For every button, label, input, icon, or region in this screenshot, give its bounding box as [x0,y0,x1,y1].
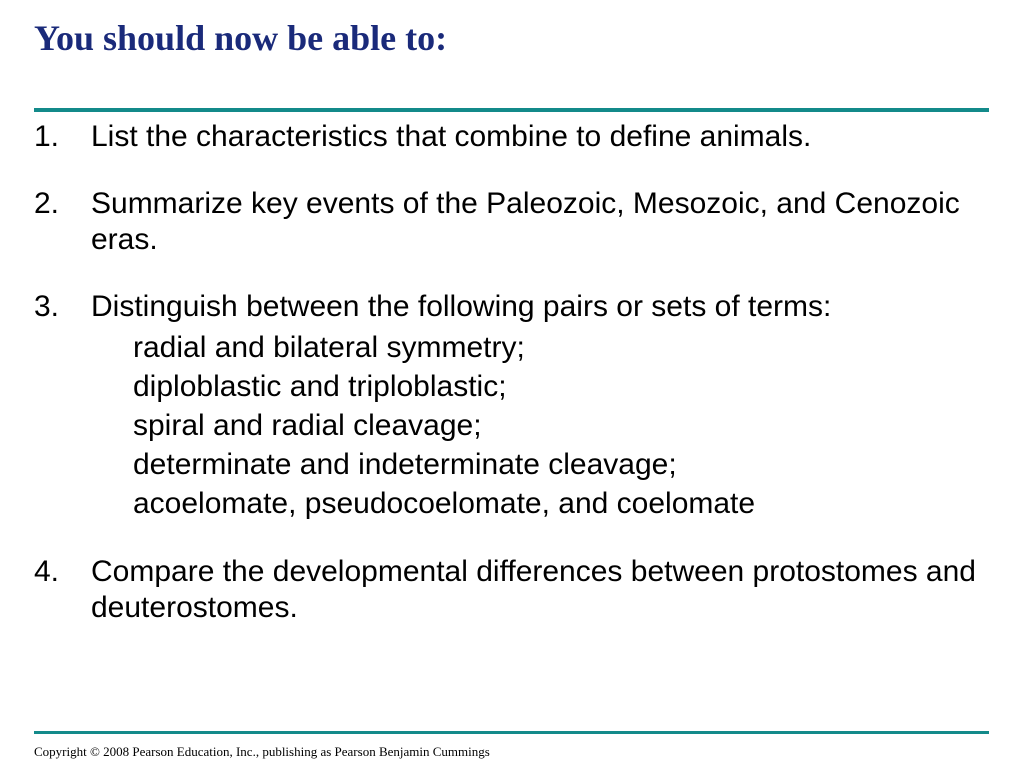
objective-number: 1. [34,120,60,153]
terms-list [91,328,984,523]
objective-number: 2. [34,187,60,220]
footer-divider [34,731,989,734]
objective-item-1 [34,119,984,155]
slide-title: You should now be able to: [34,18,448,58]
term-pair-4: determinate and indeterminate cleavage; [133,448,677,481]
term-pair-3: spiral and radial cleavage; [133,409,482,442]
term-pair-1: radial and bilateral symmetry; [133,331,525,364]
objective-text: Summarize key events of the Paleozoic, Mesozoic, and Cenozoic eras. [91,187,960,256]
objectives-list [34,119,984,626]
objective-text: Distinguish between the following pairs or sets of terms: [91,290,832,323]
objective-item-2 [34,186,984,258]
objective-text: Compare the developmental differences between protostomes and deuterostomes. [91,555,976,624]
objective-item-4 [34,554,984,626]
objective-number: 3. [34,290,60,323]
objective-item-3 [34,289,984,523]
term-set-5: acoelomate, pseudocoelomate, and coelomate [133,487,756,520]
objective-text: List the characteristics that combine to define animals. [91,120,812,153]
term-pair-2: diploblastic and triploblastic; [133,370,507,403]
objective-number: 4. [34,555,60,588]
copyright-footer: Copyright © 2008 Pearson Education, Inc., publishing as Pearson Benjamin Cummings [34,744,490,759]
title-divider [34,108,989,112]
